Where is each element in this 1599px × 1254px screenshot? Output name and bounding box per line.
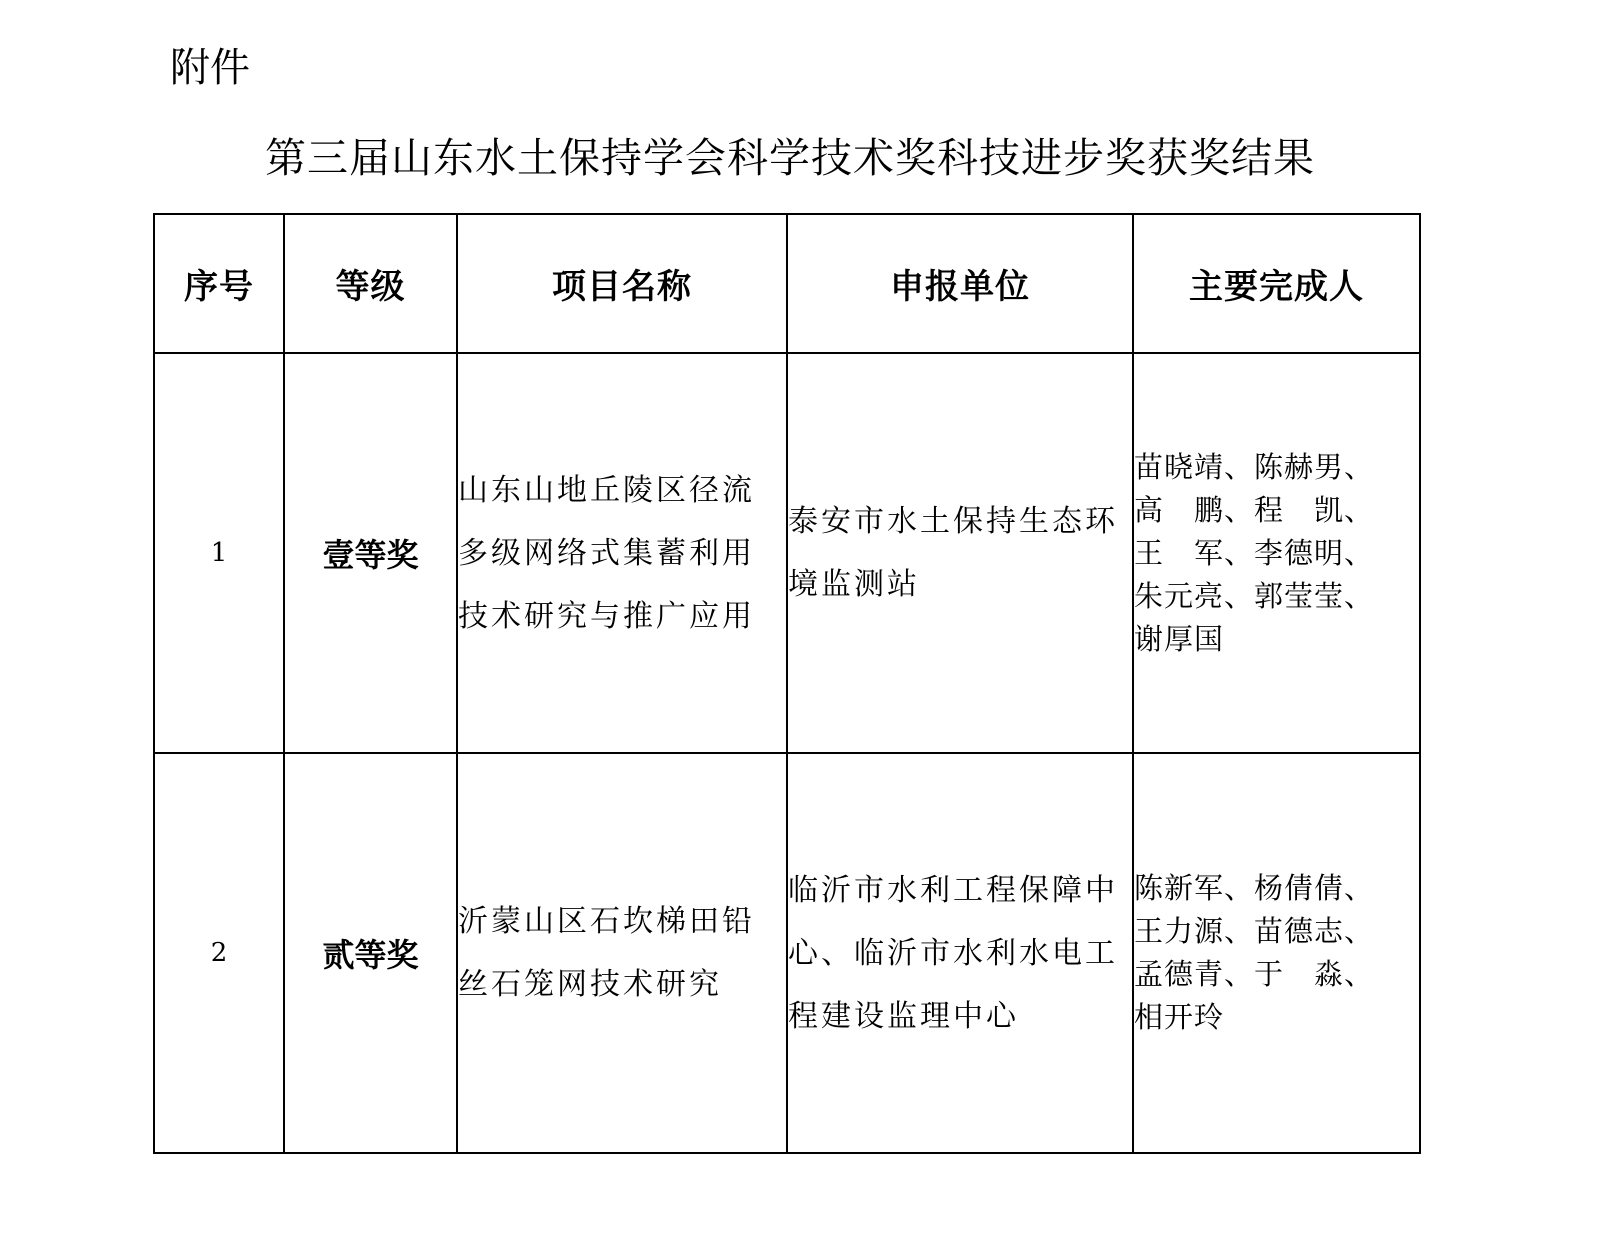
cell-grade: 壹等奖 xyxy=(284,353,457,753)
table-row xyxy=(154,353,1420,753)
contributors-line: 相开玲 xyxy=(1134,1000,1225,1034)
header-main-contributors: 主要完成人 xyxy=(1133,214,1420,353)
contributors-line: 陈新军、杨倩倩、 xyxy=(1134,871,1375,905)
cell-index: 1 xyxy=(154,353,284,753)
contributors-line: 谢厚国 xyxy=(1134,621,1225,656)
contributors-line: 王 军、李德明、 xyxy=(1134,535,1375,570)
cell-index: 2 xyxy=(154,753,284,1153)
cell-project-name: 沂蒙山区石坎梯田铅丝石笼网技术研究 xyxy=(457,753,787,1153)
header-project-name: 项目名称 xyxy=(457,214,787,353)
header-applicant-unit: 申报单位 xyxy=(787,214,1133,353)
cell-applicant-unit: 泰安市水土保持生态环境监测站 xyxy=(787,353,1133,753)
contributors-line: 高 鹏、程 凯、 xyxy=(1134,492,1375,527)
table-header-row xyxy=(154,214,1420,353)
header-index: 序号 xyxy=(154,214,284,353)
cell-applicant-unit: 临沂市水利工程保障中心、临沂市水利水电工程建设监理中心 xyxy=(787,753,1133,1153)
cell-main-contributors xyxy=(1133,353,1420,753)
cell-grade: 贰等奖 xyxy=(284,753,457,1153)
contributors-line: 孟德青、于 淼、 xyxy=(1134,957,1375,991)
table-row xyxy=(154,753,1420,1153)
attachment-label: 附件 xyxy=(170,45,250,91)
header-grade: 等级 xyxy=(284,214,457,353)
contributors-line: 王力源、苗德志、 xyxy=(1134,914,1375,948)
cell-main-contributors xyxy=(1133,753,1420,1153)
cell-project-name: 山东山地丘陵区径流多级网络式集蓄利用技术研究与推广应用 xyxy=(457,353,787,753)
page-title: 第三届山东水土保持学会科学技术奖科技进步奖获奖结果 xyxy=(265,134,1315,182)
award-results-table xyxy=(153,213,1421,1154)
contributors-line: 苗晓靖、陈赫男、 xyxy=(1134,449,1375,484)
contributors-line: 朱元亮、郭莹莹、 xyxy=(1134,578,1375,613)
